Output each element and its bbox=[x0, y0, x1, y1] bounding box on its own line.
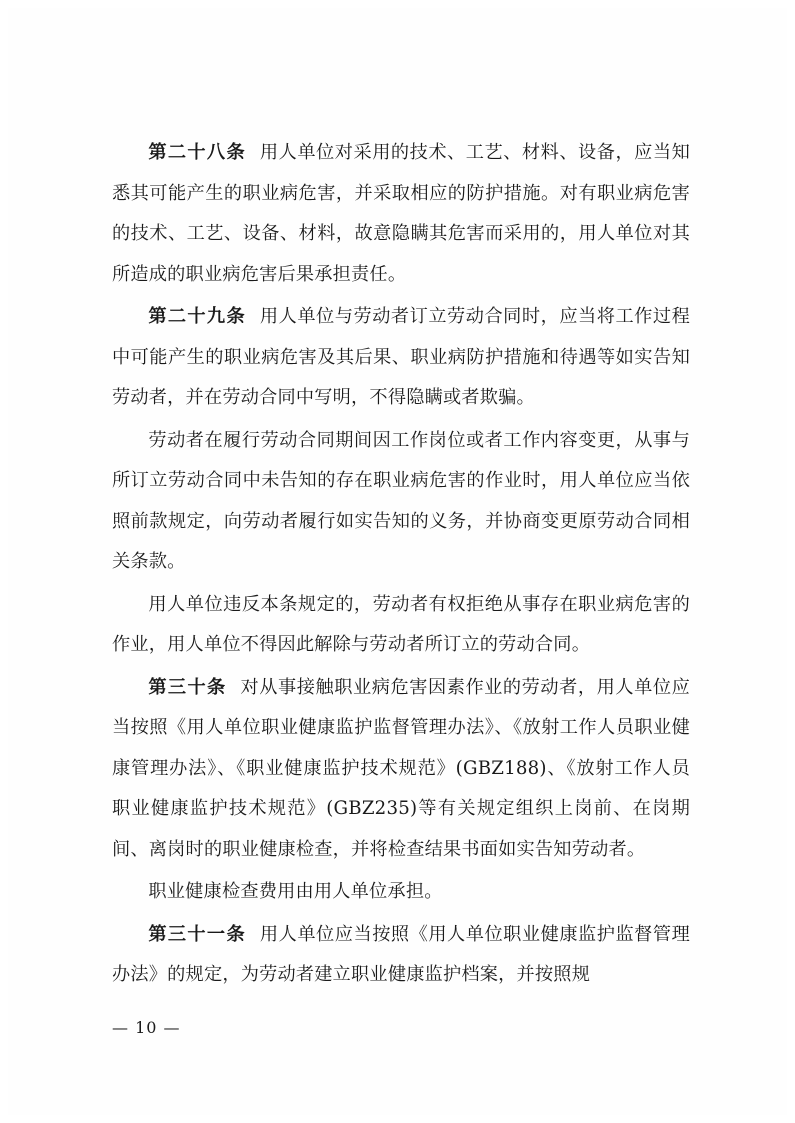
paragraph-article-30-p2 bbox=[112, 872, 690, 913]
document-body bbox=[112, 133, 690, 998]
article-text-29-p3: 用人单位违反本条规定的，劳动者有权拒绝从事存在职业病危害的作业，用人单位不得因此解除与劳动者所订立的劳动合同。 bbox=[112, 593, 690, 655]
article-text-30-p2: 职业健康检查费用由用人单位承担。 bbox=[148, 881, 443, 902]
page-edge-right bbox=[787, 0, 795, 1123]
page-edge-top bbox=[0, 0, 795, 8]
paragraph-article-28 bbox=[112, 133, 690, 295]
paragraph-article-29 bbox=[112, 297, 690, 419]
paragraph-article-30 bbox=[112, 668, 690, 871]
paragraph-article-29-p2 bbox=[112, 421, 690, 583]
article-lead-28: 第二十八条 bbox=[148, 142, 246, 163]
article-text-30: 对从事接触职业病危害因素作业的劳动者，用人单位应当按照《用人单位职业健康监护监督管理办法》、《放射工作人员职业健康管理办法》、《职业健康监护技术规范》(GBZ188)、《放射工作人员职业健康监护技术规范》(GBZ235)等有关规定组织上岗前、在岗期间、离岗时的职业健康检查，并将检查结果书面如实告知劳动者。 bbox=[112, 676, 690, 860]
page-footer bbox=[112, 1018, 690, 1037]
page-edge-left bbox=[0, 0, 8, 1123]
article-text-28: 用人单位对采用的技术、工艺、材料、设备，应当知悉其可能产生的职业病危害，并采取相应的防护措施。对有职业病危害的技术、工艺、设备、材料，故意隐瞒其危害而采用的，用人单位对其所造成的职业病危害后果承担责任。 bbox=[112, 142, 690, 285]
article-lead-30: 第三十条 bbox=[148, 676, 227, 698]
paragraph-article-31 bbox=[112, 915, 690, 996]
article-lead-29: 第二十九条 bbox=[148, 306, 246, 327]
article-lead-31: 第三十一条 bbox=[148, 923, 246, 945]
page-number: — 10 — bbox=[112, 1018, 181, 1037]
page-edge-bottom bbox=[0, 1115, 795, 1123]
article-text-29: 用人单位与劳动者订立劳动合同时，应当将工作过程中可能产生的职业病危害及其后果、职业病防护措施和待遇等如实告知劳动者，并在劳动合同中写明，不得隐瞒或者欺骗。 bbox=[112, 306, 690, 408]
paragraph-article-29-p3 bbox=[112, 585, 690, 666]
article-text-29-p2: 劳动者在履行劳动合同期间因工作岗位或者工作内容变更，从事与所订立劳动合同中未告知的存在职业病危害的作业时，用人单位应当依照前款规定，向劳动者履行如实告知的义务，并协商变更原劳动合同相关条款。 bbox=[112, 429, 690, 572]
article-text-31: 用人单位应当按照《用人单位职业健康监护监督管理办法》的规定，为劳动者建立职业健康监护档案，并按照规 bbox=[112, 923, 690, 985]
